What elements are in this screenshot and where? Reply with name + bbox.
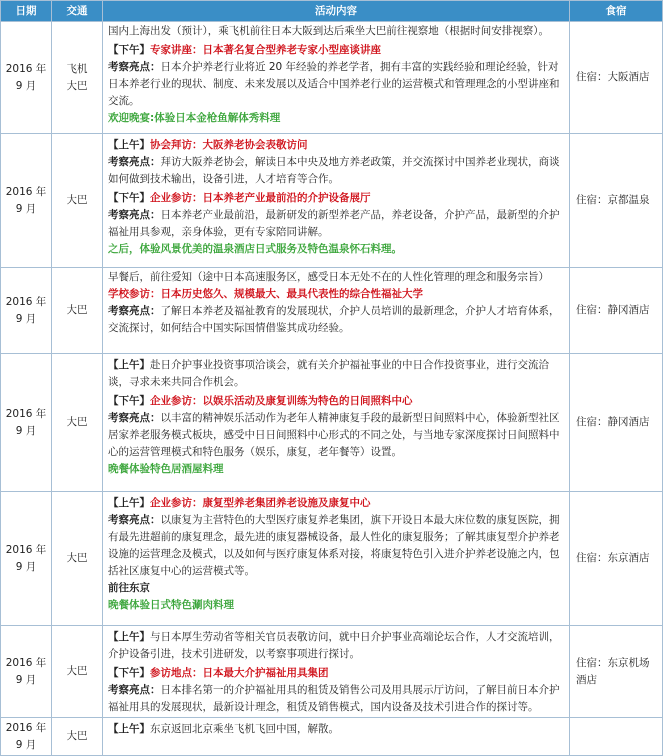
- highlight-text: 了解日本养老及福祉教育的发展现状，介护人员培训的最新理念，介护人才培育体系，交流探讨，如何结合中国实际国情借鉴其成功经验。: [108, 305, 560, 334]
- header-date: 日期: [1, 1, 52, 22]
- activity-paragraph: [108, 59, 564, 110]
- transport-cell: 大巴: [52, 354, 103, 492]
- activity-paragraph: [108, 682, 564, 716]
- highlight-label: 考察亮点：: [108, 514, 161, 526]
- activity-cell: [103, 626, 570, 718]
- highlight-text: 以丰富的精神娱乐活动作为老年人精神康复手段的最新型日间照料中心，体验新型社区居家养老服务模式板块，感受中日日间照料中心形式的不同之处，与当地专家深度探讨日间照料中心的运营管理模式和特色服务（娱乐，康复，老年餐等）设置。: [108, 412, 560, 458]
- transport-cell: 飞机 大巴: [52, 22, 103, 134]
- time-tag: 【下午】: [108, 395, 150, 407]
- activity-text: 赴日介护事业投资事项洽谈会，就有关介护福祉事业的中日合作投资事业，进行交流洽谈，寻求未来共同合作机会。: [108, 359, 549, 388]
- table-row: [1, 626, 663, 718]
- highlight-label: 考察亮点：: [108, 305, 161, 317]
- activity-paragraph: [108, 154, 564, 188]
- activity-cell: [103, 134, 570, 268]
- transport-cell: 大巴: [52, 134, 103, 268]
- date-cell: 2016 年 9 月: [1, 22, 52, 134]
- time-tag: 【下午】: [108, 192, 150, 204]
- date-cell: 2016 年 9 月: [1, 626, 52, 718]
- table-row: [1, 22, 663, 134]
- time-tag: 【下午】: [108, 44, 150, 56]
- activity-paragraph: [108, 512, 564, 580]
- activity-paragraph: [108, 137, 564, 154]
- date-cell: 2016 年 9 月: [1, 134, 52, 268]
- transport-cell: 大巴: [52, 718, 103, 756]
- lodging-cell: 住宿：静冈酒店: [570, 354, 663, 492]
- time-tag: 【上午】: [108, 359, 150, 371]
- visit-heading: 学校参访：日本历史悠久、规模最大、最具代表性的综合性福祉大学: [108, 288, 423, 300]
- lodging-cell: 住宿：静冈酒店: [570, 268, 663, 354]
- highlight-label: 考察亮点：: [108, 684, 161, 696]
- meal-note: 晚餐体验特色居酒屋料理: [108, 463, 224, 475]
- activity-paragraph: [108, 207, 564, 241]
- activity-cell: [103, 268, 570, 354]
- highlight-label: 考察亮点：: [108, 61, 161, 73]
- time-tag: 【上午】: [108, 497, 150, 509]
- activity-text: 东京返回北京乘坐飞机飞回中国，解散。: [150, 723, 339, 735]
- time-tag: 【上午】: [108, 723, 150, 735]
- meal-note: 之后，体验风景优美的温泉酒店日式服务及特色温泉怀石料理。: [108, 243, 402, 255]
- table-row: [1, 268, 663, 354]
- activity-heading: 参访地点：日本最大介护福祉用具集团: [150, 667, 329, 679]
- activity-paragraph: [108, 303, 564, 337]
- activity-paragraph: [108, 629, 564, 663]
- activity-paragraph: [108, 665, 564, 682]
- highlight-label: 考察亮点：: [108, 412, 161, 424]
- table-row: [1, 134, 663, 268]
- activity-paragraph: [108, 495, 564, 512]
- transport-cell: 大巴: [52, 268, 103, 354]
- meal-note: 欢迎晚宴:体验日本金枪鱼解体秀料理: [108, 112, 281, 124]
- activity-cell: [103, 22, 570, 134]
- lodging-cell: 住宿：东京酒店: [570, 492, 663, 626]
- activity-text: 与日本厚生劳动省等相关官员表敬访问，就中日介护事业高端论坛合作，人才交流培训，介护设备引进，技术引进研发，以考察事项进行探讨。: [108, 631, 560, 660]
- table-row: [1, 718, 663, 756]
- meal-note: 晚餐体验日式特色涮肉料理: [108, 599, 234, 611]
- date-cell: 2016 年 9 月: [1, 718, 52, 756]
- activity-cell: [103, 354, 570, 492]
- table-row: [1, 354, 663, 492]
- transport-cell: 大巴: [52, 492, 103, 626]
- activity-cell: [103, 718, 570, 756]
- highlight-text: 以康复为主营特色的大型医疗康复养老集团，旗下开设日本最大床位数的康复医院，拥有最先进超前的康复理念，最先进的康复器械设备，最人性化的康复服务；了解其康复型介护养老设施的运营理念及模式，以及如何与医疗康复体系对接，将康复特色引入进介护养老设施之内，包括社区康复中心的运营模式等。: [108, 514, 560, 577]
- activity-paragraph: [108, 393, 564, 410]
- highlight-text: 日本排名第一的介护福祉用具的租赁及销售公司及用具展示厅访问，了解目前日本介护福祉用具的发展现状，最新设计理念，租赁及销售模式，国内设备及技术引进合作的探讨等。: [108, 684, 560, 713]
- activity-heading: 企业参访：日本养老产业最前沿的介护设备展厅: [150, 192, 371, 204]
- activity-text: 早餐后，前往爱知（途中日本高速服务区，感受日本无处不在的人性化管理的理念和服务宗旨）: [108, 271, 549, 283]
- highlight-label: 考察亮点：: [108, 156, 161, 168]
- activity-heading: 企业参访：以娱乐活动及康复训练为特色的日间照料中心: [150, 395, 413, 407]
- activity-cell: [103, 492, 570, 626]
- lodging-cell: 住宿：大阪酒店: [570, 22, 663, 134]
- activity-heading: 协会拜访：大阪养老协会表敬访问: [150, 139, 308, 151]
- time-tag: 【上午】: [108, 139, 150, 151]
- activity-paragraph: [108, 190, 564, 207]
- date-cell: 2016 年 9 月: [1, 268, 52, 354]
- activity-paragraph: [108, 357, 564, 391]
- lodging-cell: 住宿：京都温泉: [570, 134, 663, 268]
- transport-cell: 大巴: [52, 626, 103, 718]
- time-tag: 【下午】: [108, 667, 150, 679]
- lodging-cell: 住宿：东京机场酒店: [570, 626, 663, 718]
- travel-note: 前往东京: [108, 582, 150, 594]
- highlight-text: 拜访大阪养老协会，解读日本中央及地方养老政策，并交流探讨中国养老业现状，商谈如何做到技术输出，设备引进，人才培育等合作。: [108, 156, 560, 185]
- table-header-row: [1, 1, 663, 22]
- header-activity: 活动内容: [103, 1, 570, 22]
- highlight-label: 考察亮点：: [108, 209, 161, 221]
- time-tag: 【上午】: [108, 631, 150, 643]
- highlight-text: 日本介护养老行业将近 20 年经验的养老学者，拥有丰富的实践经验和理论经验，针对日本养老行业的现状、制度、未来发展以及适合中国养老行业的运营模式和管理理念的小型讲座和交流。: [108, 61, 560, 107]
- table-row: [1, 492, 663, 626]
- header-lodging: 食宿: [570, 1, 663, 22]
- date-cell: 2016 年 9 月: [1, 354, 52, 492]
- header-transport: 交通: [52, 1, 103, 22]
- lodging-cell: [570, 718, 663, 756]
- activity-heading: 企业参访：康复型养老集团养老设施及康复中心: [150, 497, 371, 509]
- activity-heading: 专家讲座：日本著名复合型养老专家小型座谈讲座: [150, 44, 381, 56]
- activity-paragraph: [108, 721, 564, 738]
- activity-paragraph: [108, 410, 564, 461]
- activity-paragraph: [108, 42, 564, 59]
- highlight-text: 日本养老产业最前沿，最新研发的新型养老产品，养老设备，介护产品，最新型的介护福祉用具参观，亲身体验，更有专家陪同讲解。: [108, 209, 560, 238]
- date-cell: 2016 年 9 月: [1, 492, 52, 626]
- activity-text: 国内上海出发（预计），乘飞机前往日本大阪到达后乘坐大巴前往视察地（根据时间安排视察）。: [108, 25, 549, 37]
